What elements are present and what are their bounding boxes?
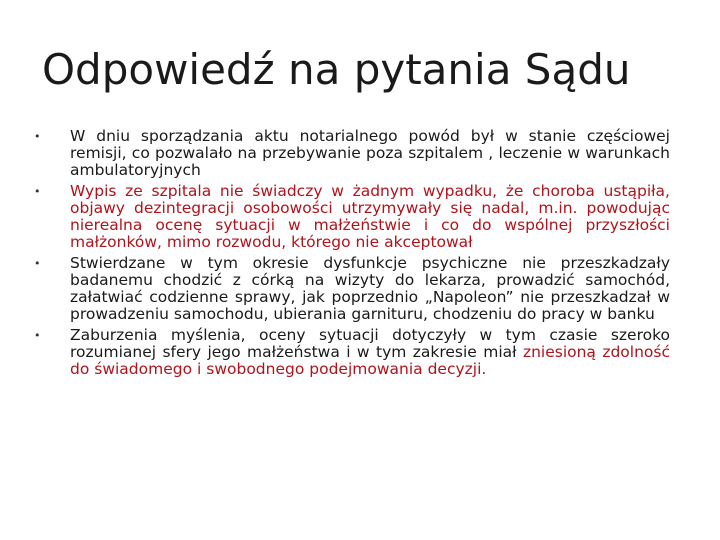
bullet-item xyxy=(34,183,670,251)
bullet-dot-icon: • xyxy=(34,185,41,198)
bullet-text-segment: Zaburzenia myślenia, oceny sytuacji dotyczyły w tym czasie szeroko rozumianej sfery jego małżeństwa i w tym zakresie miał xyxy=(70,326,670,361)
bullet-text xyxy=(70,255,670,323)
bullet-text-segment: zniesioną zdolność do świadomego i swobodnego podejmowania decyzji. xyxy=(70,343,670,378)
bullet-item xyxy=(34,128,670,179)
bullet-item xyxy=(34,327,670,378)
bullet-dot-icon: • xyxy=(34,257,41,270)
bullet-item xyxy=(34,255,670,323)
bullet-dot-icon: • xyxy=(34,130,41,143)
bullet-text-segment: W dniu sporządzania aktu notarialnego powód był w stanie częściowej remisji, co pozwalało na przebywanie poza szpitalem , leczenie w warunkach ambulatoryjnych xyxy=(70,127,670,179)
bullet-text-segment: Stwierdzane w tym okresie dysfunkcje psychiczne nie przeszkadzały badanemu chodzić z córką na wizyty do lekarza, prowadzić samochód, załatwiać codzienne sprawy, jak poprzednio „Napoleon” nie przeszkadzał w prowadzeniu samochodu, ubierania garnituru, chodzeniu do pracy w banku xyxy=(70,254,670,323)
bullet-text xyxy=(70,183,670,251)
bullet-text xyxy=(70,128,670,179)
bullet-list xyxy=(34,128,670,378)
bullet-text xyxy=(70,327,670,378)
bullet-text-segment: Wypis ze szpitala nie świadczy w żadnym wypadku, że choroba ustąpiła, objawy dezintegracji osobowości utrzymywały się nadal, m.in. powodując nierealna ocenę sytuacji w małżeństwie i co do wspólnej przyszłości małżonków, mimo rozwodu, którego nie akceptował xyxy=(70,182,670,251)
bullet-dot-icon: • xyxy=(34,329,41,342)
slide-title: Odpowiedź na pytania Sądu xyxy=(42,45,631,94)
